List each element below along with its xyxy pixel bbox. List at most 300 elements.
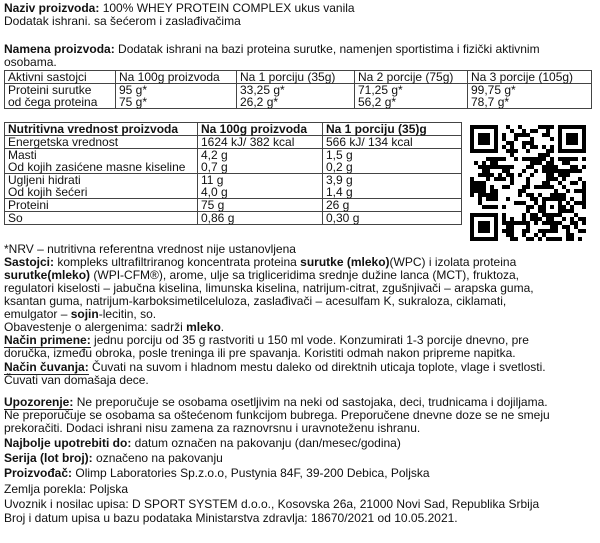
qr-module [566,137,570,141]
carbs-portion-cell [323,174,462,199]
qr-module [522,217,526,221]
warning-label: Upozorenje: [4,395,74,409]
qr-module [482,149,486,153]
qr-module [550,229,554,233]
qr-module [574,221,578,225]
qr-module [538,229,542,233]
qr-module [506,225,510,229]
qr-module [550,237,554,241]
qr-module [502,177,506,181]
qr-module [534,129,538,133]
qr-module [550,205,554,209]
fat-label: Masti [8,148,37,162]
qr-module [562,217,566,221]
protein-100g: 75 g [198,199,323,212]
qr-module [562,197,566,201]
qr-module [522,169,526,173]
energy-label: Energetska vrednost [5,136,198,149]
qr-module [490,173,494,177]
best-before-label: Najbolje upotrebiti do: [4,436,132,450]
qr-module [518,193,522,197]
qr-module [574,165,578,169]
qr-module [546,129,550,133]
qr-module [550,165,554,169]
qr-module [570,165,574,169]
product-subtitle: Dodatak ishrani. sa šećerom i zaslađivačima [4,14,241,28]
qr-module [522,201,526,205]
qr-module [582,229,586,233]
qr-module [486,141,490,145]
qr-module [482,185,486,189]
qr-module [486,229,490,233]
qr-module [478,213,482,217]
text: Čuvati na suvom i hladnom mestu daleko od direktnih uticaja toplote, vlage i svetlosti. [92,360,546,374]
allergen-text: sojin [70,307,99,321]
qr-module [574,189,578,193]
qr-module [546,153,550,157]
qr-module [510,229,514,233]
qr-module [578,217,582,221]
table-row [5,199,462,212]
qr-module [550,169,554,173]
storage-label: Način čuvanja: [4,360,89,374]
qr-module [542,145,546,149]
qr-module [530,197,534,201]
qr-module [570,217,574,221]
qr-module [470,125,474,129]
qr-module [502,133,506,137]
qr-module [574,133,578,137]
qr-module [566,157,570,161]
purpose-text-1: Dodatak ishrani na bazi proteina surutke, namenjen sportistima i fizički aktivnim [118,42,540,56]
qr-module [502,185,506,189]
value: 3,9 g [326,173,353,187]
value-cell [355,84,468,109]
usage-label: Način primene: [4,333,91,347]
qr-module [538,205,542,209]
qr-module [474,237,478,241]
qr-module [534,157,538,161]
qr-module [538,153,542,157]
qr-module [530,161,534,165]
qr-module [570,149,574,153]
warning-line-2: Ne preporučuje se osobama sa oštećenom funkcijom bubrega. Preporučene dnevne doze se ne smeju [4,408,550,422]
carbs-label-cell [5,174,198,199]
qr-module [522,233,526,237]
qr-module [534,169,538,173]
qr-module [558,193,562,197]
qr-module [518,201,522,205]
qr-module [546,217,550,221]
qr-module [530,213,534,217]
qr-module [566,125,570,129]
qr-module [550,225,554,229]
qr-module [574,157,578,161]
qr-module [478,173,482,177]
qr-module [542,181,546,185]
header-cell: Nutritivna vrednost proizvoda [5,123,198,136]
qr-module [506,169,510,173]
qr-module [474,125,478,129]
qr-module [530,217,534,221]
qr-module [482,213,486,217]
purpose-line-1 [4,43,540,56]
qr-module [494,193,498,197]
qr-module [494,205,498,209]
qr-module [578,189,582,193]
qr-module [554,165,558,169]
qr-module [582,193,586,197]
qr-module [582,125,586,129]
qr-module [490,185,494,189]
qr-module [546,229,550,233]
qr-module [574,141,578,145]
energy-100g: 1624 kJ/ 382 kcal [198,136,323,149]
qr-module [526,229,530,233]
qr-module [478,133,482,137]
qr-module [562,205,566,209]
header-cell: Aktivni sastojci [5,71,116,84]
qr-module [534,161,538,165]
qr-module [506,173,510,177]
qr-module [582,189,586,193]
qr-module [574,181,578,185]
qr-module [470,185,474,189]
qr-module [482,173,486,177]
value: 56,2 g* [358,95,397,109]
qr-module [542,209,546,213]
qr-module [502,137,506,141]
value: 1,5 g [326,148,353,162]
qr-module [530,157,534,161]
text: . [220,320,225,334]
qr-module [510,181,514,185]
energy-portion: 566 kJ/ 134 kcal [323,136,462,149]
qr-module [562,209,566,213]
qr-module [530,129,534,133]
text: emulgator – [4,307,68,321]
value: 75 g* [119,95,148,109]
qr-module [522,185,526,189]
qr-module [470,137,474,141]
qr-module [570,221,574,225]
qr-module [526,209,530,213]
row-label-cell [5,84,116,109]
salt-100g: 0,86 g [198,212,323,225]
nrv-note: *NRV – nutritivna referentna vrednost nije ustanovljena [4,242,296,256]
text: (WPI-CFM®), arome, ulje sa trigliceridima srednje dužine lanca (MCT), fruktoza, [93,268,519,282]
text: Olimp Laboratories Sp.z.o.o, Pustynia 84F, 39-200 Debica, Poljska [75,466,430,480]
qr-module [562,225,566,229]
table-row [5,149,462,174]
qr-module [550,173,554,177]
allergen-text: surutke(mleko) [4,268,91,282]
qr-module [518,125,522,129]
qr-module [582,157,586,161]
ingredients-line-4: ksantan guma, natrijum-karboksimetilceluloza, zaslađivači – acesulfam K, sukraloza, ciklamati, [4,294,507,308]
qr-module [474,189,478,193]
qr-module [558,169,562,173]
qr-module [526,149,530,153]
saturated-fat-label: Od kojih zasićene masne kiseline [8,160,186,174]
qr-module [522,141,526,145]
value: 33,25 g* [240,83,285,97]
qr-module [538,157,542,161]
value: 4,2 g [201,148,228,162]
qr-module [518,221,522,225]
qr-module [474,161,478,165]
qr-module [542,153,546,157]
qr-module [582,221,586,225]
qr-module [490,165,494,169]
qr-module [574,125,578,129]
qr-module [470,229,474,233]
fat-100g-cell [198,149,323,174]
text: kompleks ultrafiltriranog koncentrata proteina [57,255,297,269]
qr-module [494,161,498,165]
value: 0,7 g [201,160,228,174]
qr-module [494,197,498,201]
qr-module [470,193,474,197]
qr-module [562,161,566,165]
qr-module [482,193,486,197]
qr-module [514,157,518,161]
qr-module [546,149,550,153]
qr-module [530,205,534,209]
value-cell [116,84,237,109]
qr-module [510,233,514,237]
qr-module [486,225,490,229]
qr-module [526,141,530,145]
qr-module [542,165,546,169]
qr-module [522,213,526,217]
qr-module [542,169,546,173]
qr-module [546,165,550,169]
value: 26,2 g* [240,95,279,109]
qr-module [478,137,482,141]
qr-module [486,213,490,217]
qr-module [570,181,574,185]
qr-module [550,157,554,161]
qr-module [566,225,570,229]
qr-module [554,225,558,229]
qr-module [526,205,530,209]
qr-module [478,201,482,205]
nutrition-table [4,122,462,225]
qr-module [474,185,478,189]
qr-module [486,157,490,161]
qr-module [550,185,554,189]
qr-module [478,193,482,197]
qr-module [470,141,474,145]
qr-module [510,173,514,177]
qr-module [494,137,498,141]
qr-module [522,145,526,149]
qr-module [486,133,490,137]
qr-module [546,197,550,201]
qr-module [502,157,506,161]
qr-module [482,165,486,169]
qr-module [518,133,522,137]
qr-module [582,129,586,133]
qr-module [566,229,570,233]
qr-module [518,189,522,193]
qr-module [574,201,578,205]
ingredients-line-3: regulatori kiselosti – jabučna kiselina, limunska kiselina, natrijum-citrat, zgušnjivači – arapska guma, [4,281,534,295]
qr-module [482,237,486,241]
text: datum označen na pakovanju (dan/mesec/godina) [134,436,401,450]
qr-module [474,213,478,217]
value: 78,7 g* [471,95,510,109]
qr-module [574,213,578,217]
qr-module [490,205,494,209]
qr-module [546,213,550,217]
qr-module [522,229,526,233]
qr-module [470,221,474,225]
qr-module [574,169,578,173]
value: 1,4 g [326,185,353,199]
qr-module [510,153,514,157]
qr-module [582,145,586,149]
qr-module [486,149,490,153]
header-cell: Na 1 porciju (35)g [323,123,462,136]
qr-module [478,221,482,225]
qr-module [538,193,542,197]
qr-module [506,229,510,233]
qr-module [534,213,538,217]
qr-module [514,237,518,241]
qr-module [570,197,574,201]
qr-module [534,221,538,225]
qr-module [502,221,506,225]
qr-module [550,197,554,201]
qr-module [490,157,494,161]
qr-module [478,141,482,145]
value: 0,2 g [326,160,353,174]
qr-module [566,173,570,177]
qr-module [558,173,562,177]
qr-module [478,189,482,193]
value-cell [468,84,592,109]
qr-module [538,237,542,241]
qr-module [494,237,498,241]
qr-module [486,137,490,141]
qr-module [482,189,486,193]
qr-module [506,149,510,153]
qr-module [570,141,574,145]
qr-module [534,201,538,205]
qr-module [514,221,518,225]
qr-module [554,213,558,217]
qr-module [550,193,554,197]
qr-module [482,133,486,137]
qr-module [514,133,518,137]
qr-module [578,229,582,233]
protein-label: Proteini [5,199,198,212]
text: -lecitin, so. [98,307,157,321]
qr-module [486,197,490,201]
qr-module [538,161,542,165]
qr-module [558,209,562,213]
qr-module [542,201,546,205]
qr-module [546,169,550,173]
qr-module [550,221,554,225]
table-row [5,71,592,84]
qr-module [534,185,538,189]
qr-module [578,201,582,205]
qr-module [470,177,474,181]
qr-module [574,137,578,141]
qr-module [514,137,518,141]
qr-module [558,181,562,185]
qr-module [470,237,474,241]
qr-module [582,217,586,221]
qr-module [538,185,542,189]
qr-module [574,225,578,229]
qr-module [570,137,574,141]
qr-module [526,181,530,185]
qr-module [558,141,562,145]
qr-module [578,237,582,241]
qr-module [570,209,574,213]
qr-module [562,173,566,177]
qr-module [474,181,478,185]
qr-module [482,137,486,141]
protein-portion: 26 g [323,199,462,212]
qr-module [482,225,486,229]
qr-module [502,217,506,221]
qr-module [582,149,586,153]
qr-module [546,185,550,189]
qr-module [546,221,550,225]
qr-module [522,133,526,137]
qr-module [526,237,530,241]
qr-module [494,141,498,145]
carbs-100g-cell [198,174,323,199]
manufacturer-line [4,467,430,480]
qr-module [546,181,550,185]
allergen-text: mleko [186,320,221,334]
value: 71,25 g* [358,83,403,97]
qr-module [486,221,490,225]
qr-module [502,165,506,169]
qr-module [530,145,534,149]
qr-module [510,149,514,153]
qr-code [470,125,586,241]
qr-module [470,225,474,229]
table-row [5,84,592,109]
qr-module [530,137,534,141]
qr-module [482,141,486,145]
qr-module [478,181,482,185]
qr-module [530,141,534,145]
qr-module [542,233,546,237]
row-label: od čega proteina [8,95,98,109]
qr-module [502,145,506,149]
qr-module [550,177,554,181]
qr-module [470,129,474,133]
qr-module [470,189,474,193]
qr-module [490,237,494,241]
qr-module [566,133,570,137]
qr-module [566,201,570,205]
qr-module [550,137,554,141]
warning-line-3: prekoračiti. Dodaci ishrani nisu zamena za raznovrsnu i uravnoteženu ishranu. [4,421,421,435]
qr-module [570,169,574,173]
header-cell: Na 100g proizvoda [116,71,237,84]
header-cell: Na 3 porcije (105g) [468,71,592,84]
qr-module [506,221,510,225]
